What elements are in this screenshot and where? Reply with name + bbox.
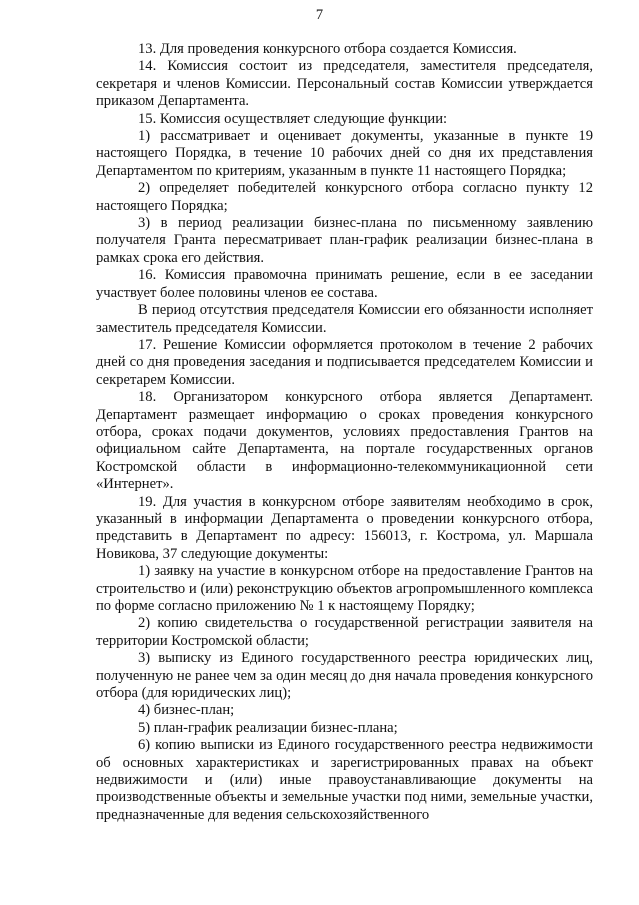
paragraph-16-continued: В период отсутствия председателя Комиссии его обязанности исполняет заместитель председателя Комиссии. — [96, 302, 593, 336]
paragraph-14: 14. Комиссия состоит из председателя, заместителя председателя, секретаря и членов Комиссии. Персональный состав Комиссии утверждается приказом Департамента. — [96, 58, 593, 110]
paragraph-19-item-4: 4) бизнес-план; — [138, 702, 235, 719]
paragraph-19-item-1: 1) заявку на участие в конкурсном отборе на предоставление Грантов на строительство и (или) реконструкцию объектов агропромышленного комплекса по форме согласно приложению № 1 к настоящему Порядку; — [96, 563, 593, 614]
paragraph-13: 13. Для проведения конкурсного отбора создается Комиссия. — [138, 41, 517, 57]
paragraph-18: 18. Организатором конкурсного отбора является Департамент. Департамент размещает информацию о сроках проведения конкурсного отбора, сроках подачи документов, условиях предоставления Грантов на официальном сайте Департамента, на портале государственных органов Костромской области в информационно-телекоммуникационной сети «Интернет». — [96, 389, 593, 493]
paragraph-15-item-2: 2) определяет победителей конкурсного отбора согласно пункту 12 настоящего Порядка; — [96, 180, 593, 214]
paragraph-15-item-1: 1) рассматривает и оценивает документы, указанные в пункте 19 настоящего Порядка, в течение 10 рабочих дней со дня их представления Департаментом по критериям, указанным в пункте 11 настоящего Порядка; — [96, 128, 593, 179]
paragraph-19: 19. Для участия в конкурсном отборе заявителям необходимо в срок, указанный в информации Департамента о проведении конкурсного отбора, представить в Департамент по адресу: 156013, г. Кострома, ул. Маршала Новикова, 37 следующие документы: — [96, 493, 593, 562]
paragraph-19-item-5: 5) план-график реализации бизнес-плана; — [138, 719, 398, 736]
page-number: 7 — [315, 7, 324, 23]
paragraph-19-item-3: 3) выписку из Единого государственного реестра юридических лиц, полученную не ранее чем за один месяц до дня начала проведения конкурсного отбора (для юридических лиц); — [96, 650, 593, 702]
paragraph-15: 15. Комиссия осуществляет следующие функции: — [138, 110, 448, 127]
paragraph-19-item-6: 6) копию выписки из Единого государственного реестра недвижимости об основных характеристиках и зарегистрированных правах на объект недвижимости и (или) иные правоустанавливающие документы на производственные объекты и земельные участки под ними, земельные участки, предназначенные для ведения сельскохозяйственного — [96, 737, 593, 823]
paragraph-17: 17. Решение Комиссии оформляется протоколом в течение 2 рабочих дней со дня проведения заседания и подписывается председателем Комиссии и секретарем Комиссии. — [96, 336, 593, 388]
document-body — [96, 41, 593, 824]
paragraph-16: 16. Комиссия правомочна принимать решение, если в ее заседании участвует более половины членов ее состава. — [96, 267, 593, 301]
paragraph-19-item-2: 2) копию свидетельства о государственной регистрации заявителя на территории Костромской области; — [96, 615, 593, 649]
paragraph-15-item-3: 3) в период реализации бизнес-плана по письменному заявлению получателя Гранта пересматривает план-график реализации бизнес-плана в рамках срока его действия. — [96, 215, 593, 266]
